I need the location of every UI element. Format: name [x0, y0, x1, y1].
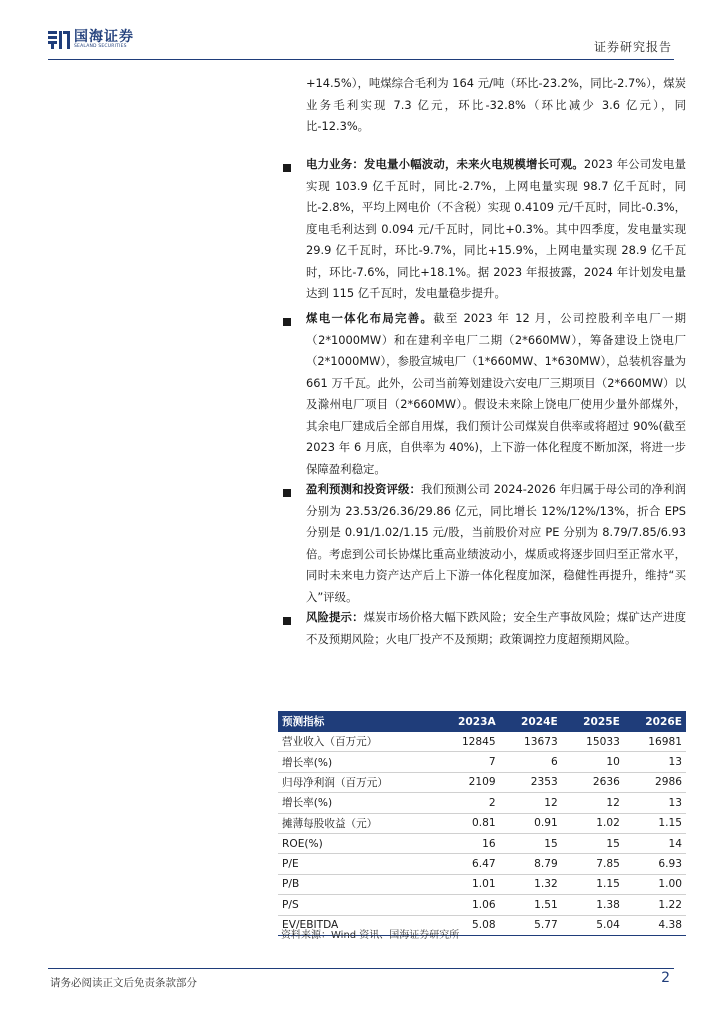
bullet-title: 盈利预测和投资评级：	[306, 482, 422, 496]
table-row	[278, 813, 686, 833]
footer-divider	[48, 968, 674, 969]
value-cell: 12	[562, 793, 624, 813]
value-cell: 1.02	[562, 813, 624, 833]
footer-disclaimer: 请务必阅读正文后免责条款部分	[50, 977, 197, 989]
row-label-cell: 增长率(%)	[278, 752, 436, 772]
table-row	[278, 732, 686, 752]
row-label-cell: ROE(%)	[278, 833, 436, 853]
value-cell: 1.00	[624, 874, 686, 894]
row-label-cell: 摊薄每股收益（元）	[278, 813, 436, 833]
value-cell: 6	[500, 752, 562, 772]
value-cell: 0.81	[436, 813, 499, 833]
value-cell: 15	[500, 833, 562, 853]
intro-paragraph: +14.5%），吨煤综合毛利为 164 元/吨（环比-23.2%，同比-2.7%），煤炭业务毛利实现 7.3 亿元，环比-32.8%（环比减少 3.6 亿元），同比-12.3%。	[306, 76, 686, 133]
table-header-row	[278, 711, 686, 732]
row-label-cell: 归母净利润（百万元）	[278, 772, 436, 792]
value-cell: 16981	[624, 732, 686, 752]
value-cell: 2	[436, 793, 499, 813]
value-cell: 0.91	[500, 813, 562, 833]
value-cell: 4.38	[624, 915, 686, 935]
table-row	[278, 874, 686, 894]
company-logo	[48, 30, 134, 50]
value-cell: 8.79	[500, 854, 562, 874]
value-cell: 13673	[500, 732, 562, 752]
report-type-label: 证券研究报告	[593, 40, 672, 54]
page-number: 2	[661, 970, 670, 986]
table-header-cell: 2024E	[500, 711, 562, 732]
bullet-body: 截至 2023 年 12 月，公司控股利辛电厂一期（2*1000MW）和在建利辛电厂二期（2*660MW），筹备建设上饶电厂（2*1000MW），参股宣城电厂（1*660MW、1*630MW），总装机容量为 661 万千瓦。此外，公司当前筹划建设六安电厂三期项目（2*660MW）以及滁州电厂项目（2*660MW）。假设未来除上饶电厂使用少量外部煤外，其余电厂建成后全部自用煤，我们预计公司煤炭自供率或将超过 90%(截至 2023 年 6 月底，自供率为 40%)，上下游一体化程度不断加深，将进一步保障盈利稳定。	[306, 311, 686, 476]
value-cell: 16	[436, 833, 499, 853]
header-divider	[48, 59, 674, 60]
value-cell: 12845	[436, 732, 499, 752]
value-cell: 1.38	[562, 895, 624, 915]
forecast-table	[278, 711, 686, 936]
bullet-body: 2023 年公司发电量实现 103.9 亿千瓦时，同比-2.7%，上网电量实现 98.7 亿千瓦时，同比-2.8%，平均上网电价（不含税）实现 0.4109 元/千瓦时，同比-0.3%，度电毛利达到 0.094 元/千瓦时，同比+0.3%。其中四季度，发电量实现 29.9 亿千瓦时，环比-9.7%，同比+15.9%，上网电量实现 28.9 亿千瓦时，环比-7.6%，同比+18.1%。据 2023 年报披露，2024 年计划发电量达到 115 亿千瓦时，发电量稳步提升。	[306, 157, 686, 300]
value-cell: 7	[436, 752, 499, 772]
row-label-cell: P/B	[278, 874, 436, 894]
bullet-title: 煤电一体化布局完善。	[306, 311, 434, 325]
value-cell: 12	[500, 793, 562, 813]
value-cell: 7.85	[562, 854, 624, 874]
logo-subtitle: SEALAND SECURITIES	[74, 44, 127, 49]
logo-mark-icon	[48, 31, 70, 49]
table-row	[278, 895, 686, 915]
bullet-icon	[283, 617, 291, 625]
value-cell: 2986	[624, 772, 686, 792]
value-cell: 1.01	[436, 874, 499, 894]
bullet-icon	[283, 489, 291, 497]
value-cell: 2109	[436, 772, 499, 792]
table-header-cell: 预测指标	[278, 711, 436, 732]
row-label-cell: P/S	[278, 895, 436, 915]
row-label-cell: 增长率(%)	[278, 793, 436, 813]
value-cell: 1.22	[624, 895, 686, 915]
value-cell: 14	[624, 833, 686, 853]
row-label-cell: 营业收入（百万元）	[278, 732, 436, 752]
row-label-cell: P/E	[278, 854, 436, 874]
value-cell: 15033	[562, 732, 624, 752]
value-cell: 1.15	[624, 813, 686, 833]
table-source-note: 资料来源：Wind 资讯、国海证券研究所	[281, 930, 460, 941]
value-cell: 10	[562, 752, 624, 772]
logo-name: 国海证券	[74, 29, 134, 45]
value-cell: 13	[624, 752, 686, 772]
bullet-power-business	[306, 154, 686, 305]
bullet-earnings-forecast	[306, 479, 686, 608]
value-cell: 5.77	[500, 915, 562, 935]
value-cell: 1.06	[436, 895, 499, 915]
page-header	[0, 0, 724, 62]
value-cell: 1.51	[500, 895, 562, 915]
value-cell: 2636	[562, 772, 624, 792]
bullet-body: 我们预测公司 2024-2026 年归属于母公司的净利润分别为 23.53/26.36/29.86 亿元，同比增长 12%/12%/13%，折合 EPS 分别是 0.91/1.02/1.15 元/股，当前股价对应 PE 分别为 8.79/7.85/6.93 倍。考虑到公司长协煤比重高业绩波动小，煤质或将逐步回归至正常水平，同时未来电力资产达产后上下游一体化程度加深，稳健性再提升，维持“买入”评级。	[306, 482, 686, 604]
table-header-cell: 2026E	[624, 711, 686, 732]
bullet-coal-power-integration	[306, 308, 686, 480]
bullet-body: 煤炭市场价格大幅下跌风险；安全生产事故风险；煤矿达产进度不及预期风险；火电厂投产不及预期；政策调控力度超预期风险。	[306, 610, 686, 646]
value-cell: 5.08	[436, 915, 499, 935]
bullet-title: 电力业务：发电量小幅波动，未来火电规模增长可观。	[306, 157, 584, 171]
value-cell: 5.04	[562, 915, 624, 935]
value-cell: 6.47	[436, 854, 499, 874]
value-cell: 13	[624, 793, 686, 813]
bullet-icon	[283, 164, 291, 172]
table-header-cell: 2023A	[436, 711, 499, 732]
value-cell: 1.15	[562, 874, 624, 894]
table-row	[278, 854, 686, 874]
bullet-icon	[283, 318, 291, 326]
table-row	[278, 833, 686, 853]
value-cell: 2353	[500, 772, 562, 792]
table-row	[278, 772, 686, 792]
value-cell: 1.32	[500, 874, 562, 894]
table-row	[278, 752, 686, 772]
table-row	[278, 793, 686, 813]
row-label-cell: EV/EBITDA	[278, 915, 436, 935]
value-cell: 15	[562, 833, 624, 853]
table-header-cell: 2025E	[562, 711, 624, 732]
bullet-title: 风险提示：	[306, 610, 364, 624]
bullet-risk-warning	[306, 607, 686, 650]
value-cell: 6.93	[624, 854, 686, 874]
